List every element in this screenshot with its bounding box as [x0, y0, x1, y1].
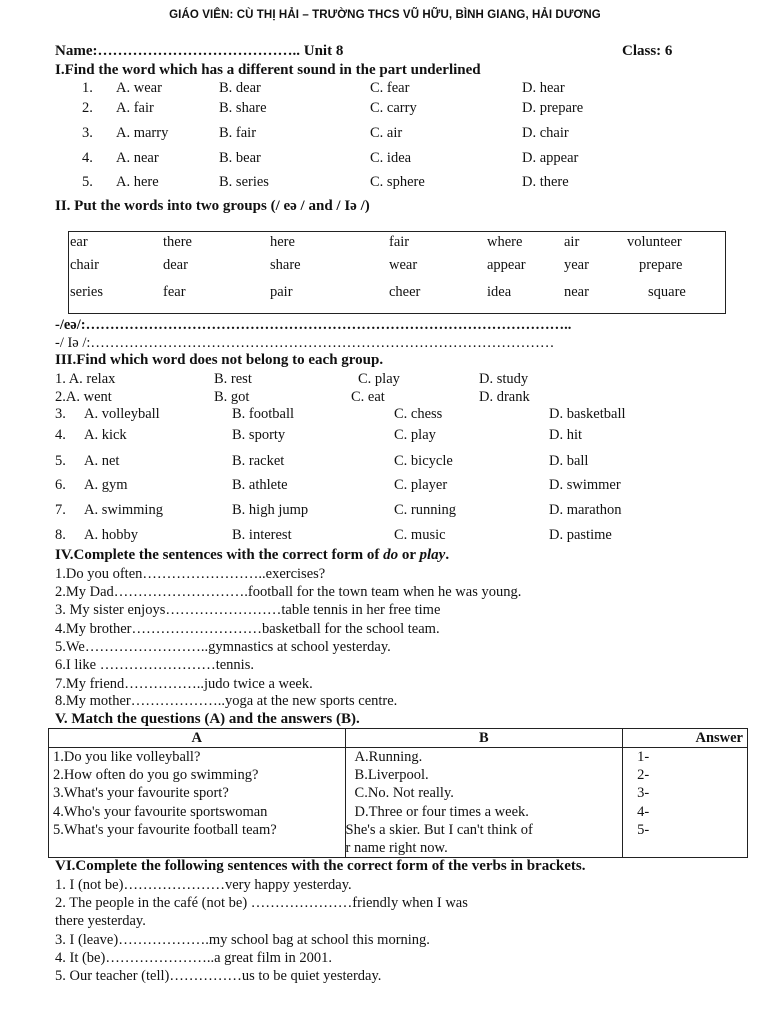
list-item: 8.My mother………………..yoga at the new sports centre. [55, 693, 398, 709]
word-cell: appear [487, 257, 526, 273]
section-6-title: VI.Complete the following sentences with the correct form of the verbs in brackets. [55, 858, 586, 874]
word-box [68, 231, 726, 314]
list-item: 4. A. kick B. sporty C. play D. hit [55, 427, 583, 443]
questions-cell: 1.Do you like volleyball? 2.How often do you go swimming? 3.What's your favourite sport? 4.Who's your favourite sportswoman 5.What's your favourite football team? [49, 748, 346, 858]
word-cell: cheer [389, 284, 421, 300]
list-item: 5. Our teacher (tell)……………us to be quiet yesterday. [55, 968, 382, 984]
name-line: Name:………………………………….. Unit 8 [55, 43, 344, 59]
list-item: 1.Do you often……………………..exercises? [55, 566, 326, 582]
list-item: 1. A. relax B. rest C. play D. study [55, 371, 529, 387]
list-item: 4.My brother………………………basketball for the school team. [55, 621, 440, 637]
list-item: 5. A. here B. series C. sphere D. there [82, 174, 569, 190]
answer-line-ea: -/eə/:……………………………………………………………………………………….. [55, 317, 572, 333]
table-header-row [49, 729, 748, 748]
word-cell: here [270, 234, 295, 250]
list-item: 7. A. swimming B. high jump C. running D. marathon [55, 502, 622, 518]
list-item: there yesterday. [55, 913, 146, 929]
table-row [49, 748, 748, 858]
list-item: 1. I (not be)…………………very happy yesterday. [55, 877, 352, 893]
word-cell: pair [270, 284, 293, 300]
list-item: 2.A. went B. got C. eat D. drank [55, 389, 530, 405]
word-cell: share [270, 257, 301, 273]
list-item: 3. A. marry B. fair C. air D. chair [82, 125, 569, 141]
word-cell: prepare [639, 257, 683, 273]
list-item: 1. A. wear B. dear C. fear D. hear [82, 80, 565, 96]
list-item: 2. The people in the café (not be) …………………friendly when I was [55, 895, 468, 911]
answer-line-ia: -/ Iə /:…………………………………………………………………………………… [55, 335, 555, 351]
section-2-title: II. Put the words into two groups (/ eə / and / Iə /) [55, 198, 370, 214]
list-item: 6. A. gym B. athlete C. player D. swimmer [55, 477, 621, 493]
word-cell: year [564, 257, 589, 273]
answer-key-cell: 1- 2- 3- 4- 5- [623, 748, 748, 858]
list-item: 3. My sister enjoys……………………table tennis in her free time [55, 602, 441, 618]
column-header: B [345, 729, 623, 748]
word-cell: volunteer [627, 234, 682, 250]
word-cell: wear [389, 257, 418, 273]
list-item: 5.We……………………..gymnastics at school yesterday. [55, 639, 391, 655]
list-item: 6.I like ……………………tennis. [55, 657, 254, 673]
column-header: A [49, 729, 346, 748]
match-table [48, 728, 748, 858]
word-cell: air [564, 234, 580, 250]
class-label: Class: 6 [622, 43, 673, 59]
word-cell: fair [389, 234, 410, 250]
list-item: 2.My Dad……………………….football for the town team when he was young. [55, 584, 522, 600]
section-5-title: V. Match the questions (A) and the answers (B). [55, 711, 360, 727]
word-cell: near [564, 284, 589, 300]
section-4-title: IV.Complete the sentences with the correct form of do or play. [55, 547, 450, 563]
list-item: 3. A. volleyball B. football C. chess D. basketball [55, 406, 626, 422]
word-cell: ear [70, 234, 88, 250]
word-cell: series [70, 284, 104, 300]
list-item: 5. A. net B. racket C. bicycle D. ball [55, 453, 589, 469]
section-3-title: III.Find which word does not belong to each group. [55, 352, 384, 368]
list-item: 3. I (leave)……………….my school bag at school this morning. [55, 932, 430, 948]
list-item: 2. A. fair B. share C. carry D. prepare [82, 100, 584, 116]
section-1-title: I.Find the word which has a different sound in the part underlined [55, 62, 481, 78]
list-item: 4. It (be)…………………..a great film in 2001. [55, 950, 333, 966]
word-cell: idea [487, 284, 512, 300]
page-header: GIÁO VIÊN: CÙ THỊ HẢI – TRƯỜNG THCS VŨ HỮU, BÌNH GIANG, HẢI DƯƠNG [169, 9, 601, 21]
word-cell: chair [70, 257, 99, 273]
list-item: 7.My friend……………..judo twice a week. [55, 676, 313, 692]
word-cell: square [648, 284, 686, 300]
answers-cell: A.Running. B.Liverpool. C.No. Not really. D.Three or four times a week. She's a skier. But I can't think of r name right now. [345, 748, 623, 858]
list-item: 4. A. near B. bear C. idea D. appear [82, 150, 579, 166]
word-cell: dear [163, 257, 188, 273]
word-cell: there [163, 234, 192, 250]
column-header: Answer [623, 729, 748, 748]
list-item: 8. A. hobby B. interest C. music D. pastime [55, 527, 612, 543]
word-cell: where [487, 234, 523, 250]
word-cell: fear [163, 284, 186, 300]
